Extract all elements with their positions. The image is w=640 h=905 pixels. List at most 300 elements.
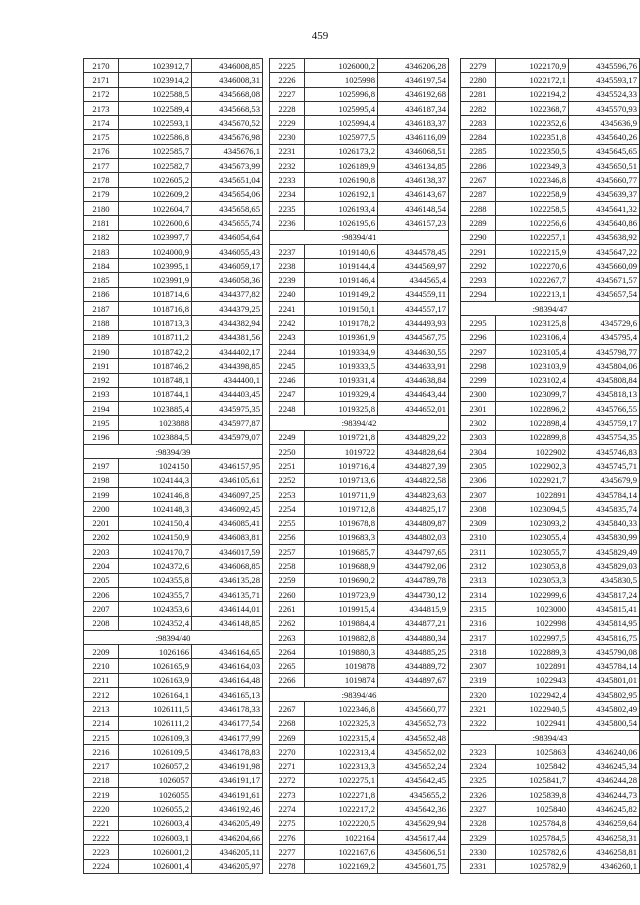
y-coordinate-cell: 4346138,37 <box>378 173 449 187</box>
point-number-cell: 2316 <box>461 616 496 630</box>
y-coordinate-cell: 4346135,28 <box>192 573 263 587</box>
table-row <box>270 559 449 573</box>
x-coordinate-cell: 1022172,1 <box>496 73 569 87</box>
x-coordinate-cell: 1023106,4 <box>496 330 569 344</box>
point-number-cell: 2262 <box>270 616 305 630</box>
table-row <box>84 273 263 287</box>
point-number-cell: 2294 <box>461 287 496 301</box>
table-row <box>270 159 449 173</box>
page-number: 459 <box>311 30 329 42</box>
x-coordinate-cell: 1026165,9 <box>119 659 192 673</box>
point-number-cell: 2183 <box>84 244 119 258</box>
x-coordinate-cell: 1023914,2 <box>119 73 192 87</box>
cadastral-number-header: :98394/42 <box>270 416 449 430</box>
table-row <box>461 845 640 859</box>
x-coordinate-cell: 1026109,3 <box>119 730 192 744</box>
table-row <box>461 759 640 773</box>
y-coordinate-cell: 4345802,49 <box>569 702 640 716</box>
table-row <box>270 587 449 601</box>
table-row <box>84 359 263 373</box>
x-coordinate-cell: 1023888 <box>119 416 192 430</box>
x-coordinate-cell: 1026057 <box>119 773 192 787</box>
y-coordinate-cell: 4346197,54 <box>378 73 449 87</box>
y-coordinate-cell: 4344402,17 <box>192 344 263 358</box>
y-coordinate-cell: 4345835,74 <box>569 502 640 516</box>
point-number-cell: 2242 <box>270 316 305 330</box>
point-number-cell: 2221 <box>84 816 119 830</box>
point-number-cell: 2181 <box>84 216 119 230</box>
y-coordinate-cell: 4346143,67 <box>378 187 449 201</box>
cadastral-number-header: :98394/41 <box>270 230 449 244</box>
table-row <box>270 259 449 273</box>
table-row <box>270 487 449 501</box>
y-coordinate-cell: 4345818,13 <box>569 387 640 401</box>
y-coordinate-cell: 4346244,28 <box>569 773 640 787</box>
table-row <box>461 802 640 816</box>
x-coordinate-cell: 1023053,3 <box>496 573 569 587</box>
table-row <box>461 373 640 387</box>
table-row <box>270 344 449 358</box>
point-number-cell: 2323 <box>461 745 496 759</box>
x-coordinate-cell: 1022889,3 <box>496 645 569 659</box>
x-coordinate-cell: 1022220,5 <box>305 816 378 830</box>
y-coordinate-cell: 4345593,17 <box>569 73 640 87</box>
y-coordinate-cell: 4344825,17 <box>378 502 449 516</box>
x-coordinate-cell: 1019915,4 <box>305 602 378 616</box>
point-number-cell: 2278 <box>270 859 305 873</box>
table-row <box>270 73 449 87</box>
point-number-cell: 2207 <box>84 602 119 616</box>
x-coordinate-cell: 1026173,2 <box>305 144 378 158</box>
table-row <box>270 330 449 344</box>
y-coordinate-cell: 4346068,85 <box>192 559 263 573</box>
point-number-cell: 2241 <box>270 302 305 316</box>
point-number-cell: 2311 <box>461 545 496 559</box>
point-number-cell: 2210 <box>84 659 119 673</box>
y-coordinate-cell: 4344789,78 <box>378 573 449 587</box>
table-row <box>84 573 263 587</box>
table-row <box>461 244 640 258</box>
x-coordinate-cell: 1022346,8 <box>496 173 569 187</box>
point-number-cell: 2186 <box>84 287 119 301</box>
x-coordinate-cell: 1019722 <box>305 445 378 459</box>
table-row <box>461 573 640 587</box>
table-row <box>461 473 640 487</box>
y-coordinate-cell: 4345596,76 <box>569 59 640 73</box>
y-coordinate-cell: 4345790,08 <box>569 645 640 659</box>
point-number-cell: 2260 <box>270 587 305 601</box>
table-row <box>270 616 449 630</box>
x-coordinate-cell: 1018746,2 <box>119 359 192 373</box>
x-coordinate-cell: 1022350,5 <box>496 144 569 158</box>
y-coordinate-cell: 4346085,41 <box>192 516 263 530</box>
table-row <box>461 59 640 73</box>
cadastral-number-header: :98394/47 <box>461 302 640 316</box>
x-coordinate-cell: 1022582,7 <box>119 159 192 173</box>
y-coordinate-cell: 4345795,4 <box>569 330 640 344</box>
point-number-cell: 2331 <box>461 859 496 873</box>
point-number-cell: 2252 <box>270 473 305 487</box>
point-number-cell: 2220 <box>84 802 119 816</box>
x-coordinate-cell: 1022170,9 <box>496 59 569 73</box>
x-coordinate-cell: 1025784,5 <box>496 831 569 845</box>
y-coordinate-cell: 4346178,33 <box>192 702 263 716</box>
table-row <box>270 216 449 230</box>
x-coordinate-cell: 1019683,3 <box>305 530 378 544</box>
x-coordinate-cell: 1026003,4 <box>119 816 192 830</box>
table-row <box>270 730 449 744</box>
x-coordinate-cell: 1024372,6 <box>119 559 192 573</box>
x-coordinate-cell: 1023103,9 <box>496 359 569 373</box>
table-row <box>461 659 640 673</box>
x-coordinate-cell: 1022169,2 <box>305 859 378 873</box>
table-row <box>84 344 263 358</box>
table-row <box>270 287 449 301</box>
x-coordinate-cell: 1022167,6 <box>305 845 378 859</box>
table-row <box>461 645 640 659</box>
y-coordinate-cell: 4345617,44 <box>378 831 449 845</box>
y-coordinate-cell: 4345639,37 <box>569 187 640 201</box>
x-coordinate-cell: 1019874 <box>305 673 378 687</box>
y-coordinate-cell: 4345636,9 <box>569 116 640 130</box>
table-row <box>270 302 449 316</box>
table-row <box>461 430 640 444</box>
point-number-cell: 2233 <box>270 173 305 187</box>
y-coordinate-cell: 4344643,44 <box>378 387 449 401</box>
point-number-cell: 2315 <box>461 602 496 616</box>
x-coordinate-cell: 1019146,4 <box>305 273 378 287</box>
table-row <box>461 287 640 301</box>
y-coordinate-cell: 4346204,66 <box>192 831 263 845</box>
x-coordinate-cell: 1019880,3 <box>305 645 378 659</box>
point-number-cell: 2318 <box>461 645 496 659</box>
x-coordinate-cell: 1022258,9 <box>496 187 569 201</box>
table-row <box>461 402 640 416</box>
y-coordinate-cell: 4346008,85 <box>192 59 263 73</box>
table-row <box>270 116 449 130</box>
y-coordinate-cell: 4344630,55 <box>378 344 449 358</box>
x-coordinate-cell: 1022902,3 <box>496 459 569 473</box>
x-coordinate-cell: 1024146,8 <box>119 487 192 501</box>
table-row <box>461 773 640 787</box>
table-row <box>270 816 449 830</box>
point-number-cell: 2317 <box>461 630 496 644</box>
point-number-cell: 2310 <box>461 530 496 544</box>
x-coordinate-cell: 1024355,7 <box>119 587 192 601</box>
y-coordinate-cell: 4345601,75 <box>378 859 449 873</box>
point-number-cell: 2251 <box>270 459 305 473</box>
table-row <box>84 688 263 702</box>
y-coordinate-cell: 4346148,85 <box>192 616 263 630</box>
section-header-row <box>270 416 449 430</box>
x-coordinate-cell: 1025998 <box>305 73 378 87</box>
point-number-cell: 2300 <box>461 387 496 401</box>
table-row <box>461 716 640 730</box>
point-number-cell: 2267 <box>270 702 305 716</box>
y-coordinate-cell: 4346177,54 <box>192 716 263 730</box>
x-coordinate-cell: 1022998 <box>496 616 569 630</box>
point-number-cell: 2217 <box>84 759 119 773</box>
point-number-cell: 2261 <box>270 602 305 616</box>
x-coordinate-cell: 1019713,6 <box>305 473 378 487</box>
table-row <box>461 116 640 130</box>
x-coordinate-cell: 1022605,2 <box>119 173 192 187</box>
x-coordinate-cell: 1019334,9 <box>305 344 378 358</box>
x-coordinate-cell: 1026189,9 <box>305 159 378 173</box>
point-number-cell: 2240 <box>270 287 305 301</box>
x-coordinate-cell: 1024170,7 <box>119 545 192 559</box>
point-number-cell: 2199 <box>84 487 119 501</box>
y-coordinate-cell: 4345829,49 <box>569 545 640 559</box>
table-row <box>84 788 263 802</box>
point-number-cell: 2271 <box>270 759 305 773</box>
table-row <box>84 101 263 115</box>
y-coordinate-cell: 4344797,65 <box>378 545 449 559</box>
y-coordinate-cell: 4345754,35 <box>569 430 640 444</box>
x-coordinate-cell: 1023997,7 <box>119 230 192 244</box>
x-coordinate-cell: 1022270,6 <box>496 259 569 273</box>
point-number-cell: 2274 <box>270 802 305 816</box>
x-coordinate-cell: 1025863 <box>496 745 569 759</box>
table-row <box>461 387 640 401</box>
y-coordinate-cell: 4345654,06 <box>192 187 263 201</box>
table-row <box>270 545 449 559</box>
point-number-cell: 2201 <box>84 516 119 530</box>
x-coordinate-cell: 1023102,4 <box>496 373 569 387</box>
point-number-cell: 2178 <box>84 173 119 187</box>
table-row <box>461 144 640 158</box>
table-row <box>270 187 449 201</box>
x-coordinate-cell: 1019723,9 <box>305 587 378 601</box>
table-row <box>84 473 263 487</box>
table-row <box>461 187 640 201</box>
y-coordinate-cell: 4346258,31 <box>569 831 640 845</box>
y-coordinate-cell: 4344829,22 <box>378 430 449 444</box>
table-row <box>84 144 263 158</box>
table-row <box>461 816 640 830</box>
table-row <box>270 845 449 859</box>
table-row <box>84 659 263 673</box>
point-number-cell: 2176 <box>84 144 119 158</box>
table-row <box>461 788 640 802</box>
table-row <box>461 273 640 287</box>
table-row <box>270 716 449 730</box>
y-coordinate-cell: 4346205,97 <box>192 859 263 873</box>
y-coordinate-cell: 4345745,71 <box>569 459 640 473</box>
y-coordinate-cell: 4344638,84 <box>378 373 449 387</box>
table-row <box>84 587 263 601</box>
table-row <box>270 273 449 287</box>
point-number-cell: 2239 <box>270 273 305 287</box>
y-coordinate-cell: 4345657,54 <box>569 287 640 301</box>
y-coordinate-cell: 4344398,85 <box>192 359 263 373</box>
table-row <box>84 416 263 430</box>
table-row <box>270 773 449 787</box>
table-row <box>461 545 640 559</box>
x-coordinate-cell: 1019333,5 <box>305 359 378 373</box>
table-row <box>461 673 640 687</box>
x-coordinate-cell: 1022352,6 <box>496 116 569 130</box>
point-number-cell: 2280 <box>461 73 496 87</box>
coordinates-table-middle <box>269 58 449 874</box>
table-row <box>270 859 449 873</box>
point-number-cell: 2248 <box>270 402 305 416</box>
x-coordinate-cell: 1022942,4 <box>496 688 569 702</box>
x-coordinate-cell: 1025842 <box>496 759 569 773</box>
y-coordinate-cell: 4346192,68 <box>378 87 449 101</box>
point-number-cell: 2306 <box>461 473 496 487</box>
point-number-cell: 2305 <box>461 459 496 473</box>
point-number-cell: 2174 <box>84 116 119 130</box>
y-coordinate-cell: 4344792,06 <box>378 559 449 573</box>
table-row <box>84 87 263 101</box>
x-coordinate-cell: 1023912,7 <box>119 59 192 73</box>
y-coordinate-cell: 4345645,65 <box>569 144 640 158</box>
point-number-cell: 2268 <box>270 716 305 730</box>
y-coordinate-cell: 4345784,14 <box>569 487 640 501</box>
table-row <box>270 831 449 845</box>
table-row <box>84 230 263 244</box>
table-row <box>84 530 263 544</box>
point-number-cell: 2190 <box>84 344 119 358</box>
point-number-cell: 2249 <box>270 430 305 444</box>
table-row <box>461 702 640 716</box>
point-number-cell: 2196 <box>84 430 119 444</box>
point-number-cell: 2254 <box>270 502 305 516</box>
point-number-cell: 2189 <box>84 330 119 344</box>
point-number-cell: 2281 <box>461 87 496 101</box>
y-coordinate-cell: 4344828,64 <box>378 445 449 459</box>
point-number-cell: 2259 <box>270 573 305 587</box>
y-coordinate-cell: 4345655,2 <box>378 788 449 802</box>
point-number-cell: 2195 <box>84 416 119 430</box>
point-number-cell: 2304 <box>461 445 496 459</box>
y-coordinate-cell: 4344730,12 <box>378 587 449 601</box>
point-number-cell: 2180 <box>84 201 119 215</box>
y-coordinate-cell: 4346017,59 <box>192 545 263 559</box>
x-coordinate-cell: 1023991,9 <box>119 273 192 287</box>
x-coordinate-cell: 1022267,7 <box>496 273 569 287</box>
table-row <box>461 330 640 344</box>
y-coordinate-cell: 4346097,25 <box>192 487 263 501</box>
y-coordinate-cell: 4345801,01 <box>569 673 640 687</box>
point-number-cell: 2200 <box>84 502 119 516</box>
point-number-cell: 2308 <box>461 502 496 516</box>
y-coordinate-cell: 4345804,06 <box>569 359 640 373</box>
x-coordinate-cell: 1022351,8 <box>496 130 569 144</box>
y-coordinate-cell: 4345642,45 <box>378 773 449 787</box>
y-coordinate-cell: 4345650,51 <box>569 159 640 173</box>
table-row <box>270 502 449 516</box>
point-number-cell: 2216 <box>84 745 119 759</box>
table-row <box>461 859 640 873</box>
y-coordinate-cell: 4345830,5 <box>569 573 640 587</box>
table-row <box>84 159 263 173</box>
table-row <box>84 616 263 630</box>
point-number-cell: 2299 <box>461 373 496 387</box>
y-coordinate-cell: 4346178,83 <box>192 745 263 759</box>
x-coordinate-cell: 1019685,7 <box>305 545 378 559</box>
x-coordinate-cell: 1023125,8 <box>496 316 569 330</box>
point-number-cell: 2246 <box>270 373 305 387</box>
table-row <box>84 387 263 401</box>
coordinates-table-right <box>460 58 640 874</box>
point-number-cell: 2245 <box>270 359 305 373</box>
point-number-cell: 2188 <box>84 316 119 330</box>
point-number-cell: 2327 <box>461 802 496 816</box>
x-coordinate-cell: 1019140,6 <box>305 244 378 258</box>
y-coordinate-cell: 4345676,1 <box>192 144 263 158</box>
cadastral-number-header: :98394/43 <box>461 730 640 744</box>
y-coordinate-cell: 4344403,45 <box>192 387 263 401</box>
y-coordinate-cell: 4345979,07 <box>192 430 263 444</box>
y-coordinate-cell: 4346092,45 <box>192 502 263 516</box>
y-coordinate-cell: 4346191,17 <box>192 773 263 787</box>
y-coordinate-cell: 4346164,03 <box>192 659 263 673</box>
y-coordinate-cell: 4346206,28 <box>378 59 449 73</box>
y-coordinate-cell: 4345670,52 <box>192 116 263 130</box>
point-number-cell: 2256 <box>270 530 305 544</box>
x-coordinate-cell: 1026190,8 <box>305 173 378 187</box>
point-number-cell: 2273 <box>270 788 305 802</box>
y-coordinate-cell: 4345975,35 <box>192 402 263 416</box>
cadastral-number-header: :98394/46 <box>270 688 449 702</box>
y-coordinate-cell: 4345800,54 <box>569 716 640 730</box>
table-row <box>461 230 640 244</box>
y-coordinate-cell: 4345759,17 <box>569 416 640 430</box>
y-coordinate-cell: 4346183,37 <box>378 116 449 130</box>
table-row <box>84 187 263 201</box>
x-coordinate-cell: 1024150,4 <box>119 516 192 530</box>
y-coordinate-cell: 4346083,81 <box>192 530 263 544</box>
y-coordinate-cell: 4344377,82 <box>192 287 263 301</box>
table-row <box>461 201 640 215</box>
table-row <box>270 316 449 330</box>
point-number-cell: 2319 <box>461 673 496 687</box>
table-row <box>270 516 449 530</box>
y-coordinate-cell: 4345660,77 <box>378 702 449 716</box>
x-coordinate-cell: 1022941 <box>496 716 569 730</box>
x-coordinate-cell: 1026109,5 <box>119 745 192 759</box>
x-coordinate-cell: 1019690,2 <box>305 573 378 587</box>
table-row <box>461 344 640 358</box>
section-header-row <box>84 630 263 644</box>
table-row <box>270 602 449 616</box>
x-coordinate-cell: 1023053,8 <box>496 559 569 573</box>
y-coordinate-cell: 4346191,98 <box>192 759 263 773</box>
point-number-cell: 2253 <box>270 487 305 501</box>
y-coordinate-cell: 4346165,13 <box>192 688 263 702</box>
y-coordinate-cell: 4344559,11 <box>378 287 449 301</box>
table-row <box>84 373 263 387</box>
table-row <box>270 244 449 258</box>
y-coordinate-cell: 4344565,4 <box>378 273 449 287</box>
table-row <box>84 759 263 773</box>
table-row <box>84 845 263 859</box>
point-number-cell: 2193 <box>84 387 119 401</box>
x-coordinate-cell: 1019711,9 <box>305 487 378 501</box>
x-coordinate-cell: 1019361,9 <box>305 330 378 344</box>
point-number-cell: 2276 <box>270 831 305 845</box>
point-number-cell: 2257 <box>270 545 305 559</box>
table-row <box>84 173 263 187</box>
point-number-cell: 2255 <box>270 516 305 530</box>
point-number-cell: 2235 <box>270 201 305 215</box>
point-number-cell: 2270 <box>270 745 305 759</box>
x-coordinate-cell: 1023093,2 <box>496 516 569 530</box>
y-coordinate-cell: 4345977,87 <box>192 416 263 430</box>
x-coordinate-cell: 1018714,6 <box>119 287 192 301</box>
